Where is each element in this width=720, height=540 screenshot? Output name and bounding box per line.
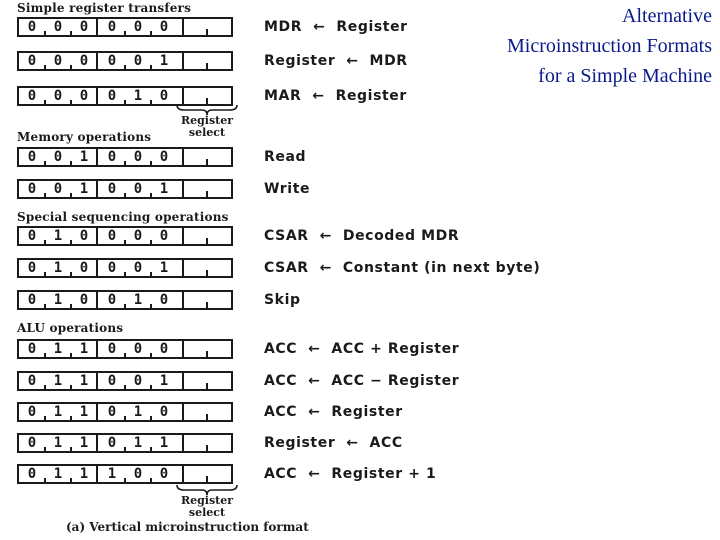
bit-value: 1 xyxy=(79,435,89,451)
bit-value: 0 xyxy=(27,53,37,69)
bit-value: 0 xyxy=(53,88,63,104)
register-select-line2-top: select xyxy=(188,126,226,139)
operation-description: ACC ← Register + 1 xyxy=(264,466,437,482)
bit-value: 1 xyxy=(79,149,89,165)
bit-value: 1 xyxy=(159,435,169,451)
microinstruction-row xyxy=(0,258,600,280)
bit-separator xyxy=(96,149,98,165)
bit-value: 0 xyxy=(27,228,37,244)
bit-value: 0 xyxy=(159,292,169,308)
bit-value: 0 xyxy=(133,373,143,389)
register-field-mark xyxy=(206,383,208,389)
register-field-mark xyxy=(206,159,208,165)
bit-value: 0 xyxy=(107,88,117,104)
bit-separator xyxy=(96,19,98,35)
operation-description: Register ← ACC xyxy=(264,435,403,451)
bit-value: 1 xyxy=(159,373,169,389)
bit-value: 1 xyxy=(133,292,143,308)
bit-value: 1 xyxy=(107,466,117,482)
bit-value: 0 xyxy=(79,292,89,308)
microinstruction-row xyxy=(0,339,600,361)
microinstruction-row xyxy=(0,179,600,201)
microinstruction-word xyxy=(17,402,233,422)
microinstruction-word xyxy=(17,371,233,391)
bit-value: 1 xyxy=(53,228,63,244)
bit-value: 0 xyxy=(133,53,143,69)
bit-value: 0 xyxy=(159,404,169,420)
register-select-line2-bottom: select xyxy=(188,506,226,519)
bit-value: 0 xyxy=(27,435,37,451)
operation-description: ACC ← Register xyxy=(264,404,403,420)
bit-value: 0 xyxy=(133,228,143,244)
microinstruction-word xyxy=(17,17,233,37)
bit-value: 1 xyxy=(79,373,89,389)
bit-separator xyxy=(96,341,98,357)
bit-value: 0 xyxy=(27,149,37,165)
bit-value: 0 xyxy=(27,260,37,276)
bit-value: 1 xyxy=(133,435,143,451)
operation-description: MAR ← Register xyxy=(264,88,407,104)
bit-value: 0 xyxy=(133,260,143,276)
microinstruction-row xyxy=(0,290,600,312)
bit-value: 0 xyxy=(107,19,117,35)
microinstruction-row xyxy=(0,86,600,108)
bit-value: 1 xyxy=(79,181,89,197)
operation-description: Write xyxy=(264,181,311,197)
bit-value: 0 xyxy=(27,292,37,308)
microinstruction-row xyxy=(0,402,600,424)
bit-value: 1 xyxy=(159,260,169,276)
bit-separator xyxy=(96,181,98,197)
bit-value: 0 xyxy=(159,88,169,104)
bit-value: 0 xyxy=(133,19,143,35)
bit-value: 1 xyxy=(133,88,143,104)
bit-value: 0 xyxy=(133,181,143,197)
bit-value: 1 xyxy=(79,341,89,357)
register-select-line1-top: Register xyxy=(180,114,234,127)
register-field-mark xyxy=(206,414,208,420)
bit-value: 0 xyxy=(79,19,89,35)
bit-value: 1 xyxy=(53,373,63,389)
section-memory-operations: Memory operations xyxy=(17,130,152,144)
register-field-mark xyxy=(206,238,208,244)
bit-value: 1 xyxy=(53,466,63,482)
bit-value: 0 xyxy=(27,373,37,389)
bit-value: 0 xyxy=(27,19,37,35)
bit-value: 1 xyxy=(53,260,63,276)
bit-value: 1 xyxy=(159,53,169,69)
microinstruction-word xyxy=(17,258,233,278)
bit-value: 0 xyxy=(53,53,63,69)
bit-value: 0 xyxy=(107,181,117,197)
bit-value: 0 xyxy=(107,435,117,451)
bit-separator xyxy=(96,435,98,451)
bit-value: 0 xyxy=(159,149,169,165)
operation-description: MDR ← Register xyxy=(264,19,408,35)
section-register-transfers: Simple register transfers xyxy=(17,1,192,15)
bit-value: 0 xyxy=(53,149,63,165)
section-sequencing-operations: Special sequencing operations xyxy=(17,210,229,224)
microinstruction-row xyxy=(0,51,600,73)
register-field-mark xyxy=(206,302,208,308)
register-select-label-top xyxy=(170,115,244,139)
section-alu-operations: ALU operations xyxy=(17,321,124,335)
bit-value: 0 xyxy=(159,19,169,35)
operation-description: Register ← MDR xyxy=(264,53,408,69)
operation-description: ACC ← ACC + Register xyxy=(264,341,460,357)
microinstruction-word xyxy=(17,290,233,310)
bit-value: 0 xyxy=(53,181,63,197)
microinstruction-row xyxy=(0,17,600,39)
bit-value: 0 xyxy=(133,149,143,165)
bit-separator xyxy=(96,228,98,244)
operation-description: Read xyxy=(264,149,307,165)
bit-value: 1 xyxy=(159,181,169,197)
bit-value: 0 xyxy=(27,466,37,482)
bit-value: 0 xyxy=(27,181,37,197)
microinstruction-word xyxy=(17,86,233,106)
register-field-mark xyxy=(206,351,208,357)
bit-value: 0 xyxy=(107,149,117,165)
bit-value: 0 xyxy=(159,341,169,357)
register-field-mark xyxy=(206,445,208,451)
bit-value: 1 xyxy=(79,466,89,482)
bit-value: 1 xyxy=(53,404,63,420)
register-field-mark xyxy=(206,191,208,197)
bit-value: 0 xyxy=(159,466,169,482)
bit-value: 1 xyxy=(53,341,63,357)
microinstruction-word xyxy=(17,226,233,246)
microinstruction-row xyxy=(0,433,600,455)
bit-value: 1 xyxy=(53,292,63,308)
operation-description: ACC ← ACC − Register xyxy=(264,373,460,389)
bit-value: 0 xyxy=(107,373,117,389)
bit-value: 0 xyxy=(133,341,143,357)
register-field-mark xyxy=(206,270,208,276)
register-select-label-bottom xyxy=(170,495,244,519)
microinstruction-row xyxy=(0,464,600,486)
microinstruction-word xyxy=(17,147,233,167)
microinstruction-word xyxy=(17,339,233,359)
bit-value: 0 xyxy=(79,53,89,69)
bit-value: 0 xyxy=(107,292,117,308)
title-line-2: Microinstruction Formats xyxy=(507,35,712,57)
bit-value: 0 xyxy=(79,88,89,104)
bit-separator xyxy=(96,88,98,104)
register-field-mark xyxy=(206,63,208,69)
bit-value: 0 xyxy=(27,341,37,357)
register-field-mark xyxy=(206,29,208,35)
microinstruction-word xyxy=(17,464,233,484)
bit-value: 0 xyxy=(107,260,117,276)
bit-value: 0 xyxy=(107,53,117,69)
bit-value: 0 xyxy=(79,228,89,244)
microinstruction-word xyxy=(17,179,233,199)
operation-description: Skip xyxy=(264,292,301,308)
bit-value: 0 xyxy=(53,19,63,35)
bit-value: 0 xyxy=(107,228,117,244)
bit-value: 0 xyxy=(27,88,37,104)
figure-caption: (a) Vertical microinstruction format xyxy=(66,520,309,534)
register-field-mark xyxy=(206,98,208,104)
bit-value: 0 xyxy=(107,341,117,357)
bit-separator xyxy=(96,373,98,389)
bit-value: 0 xyxy=(79,260,89,276)
bit-value: 0 xyxy=(107,404,117,420)
bit-separator xyxy=(96,404,98,420)
operation-description: CSAR ← Constant (in next byte) xyxy=(264,260,541,276)
microinstruction-row xyxy=(0,147,600,169)
bit-value: 1 xyxy=(79,404,89,420)
bit-value: 1 xyxy=(53,435,63,451)
bit-separator xyxy=(96,292,98,308)
bit-separator xyxy=(96,53,98,69)
microinstruction-word xyxy=(17,433,233,453)
bit-value: 1 xyxy=(133,404,143,420)
bit-value: 0 xyxy=(27,404,37,420)
bit-value: 0 xyxy=(133,466,143,482)
operation-description: CSAR ← Decoded MDR xyxy=(264,228,460,244)
title-line-3: for a Simple Machine xyxy=(538,65,712,87)
bit-separator xyxy=(96,466,98,482)
bit-separator xyxy=(96,260,98,276)
register-select-line1-bottom: Register xyxy=(180,494,234,507)
title-line-1: Alternative xyxy=(622,5,712,27)
bit-value: 0 xyxy=(159,228,169,244)
microinstruction-row xyxy=(0,226,600,248)
register-field-mark xyxy=(206,476,208,482)
microinstruction-word xyxy=(17,51,233,71)
microinstruction-row xyxy=(0,371,600,393)
